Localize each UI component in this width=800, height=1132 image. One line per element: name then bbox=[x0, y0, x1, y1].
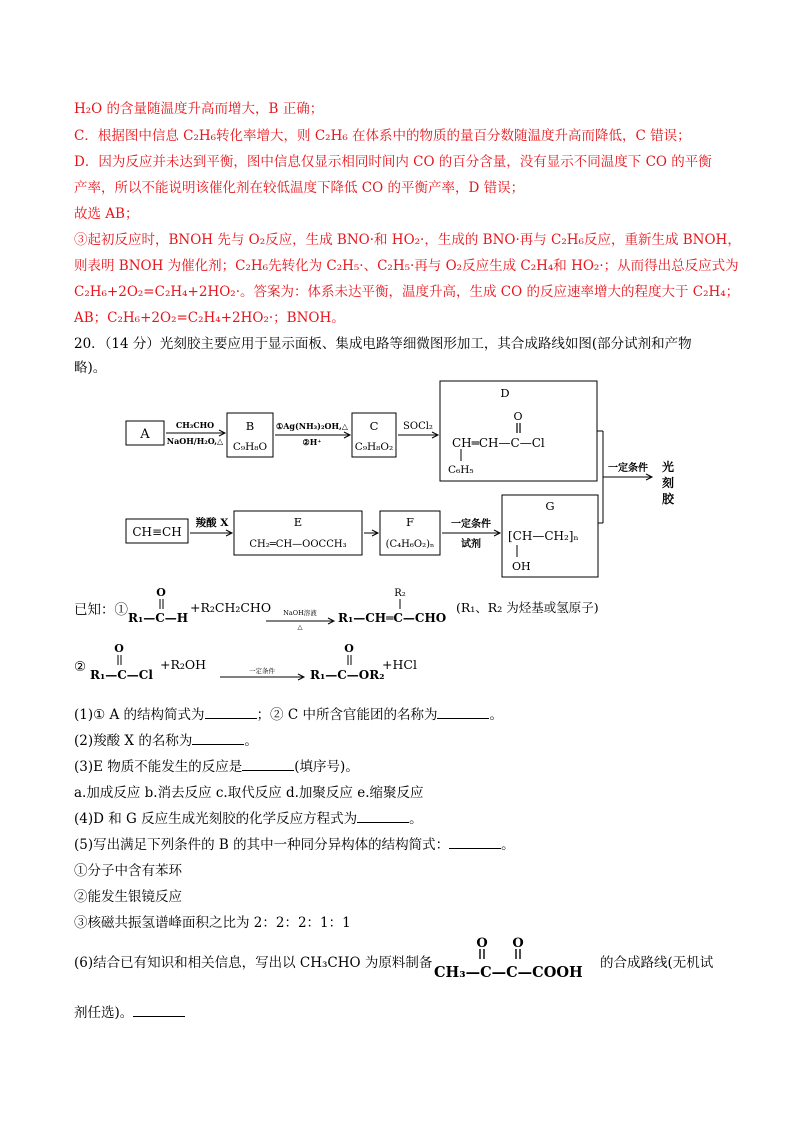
compound-a: A bbox=[140, 427, 150, 442]
target-oxygen: O bbox=[512, 936, 524, 951]
compound-d-oxygen: O bbox=[513, 410, 523, 423]
compound-d-substituent: C₆H₅ bbox=[448, 464, 474, 476]
known-reactions bbox=[0, 585, 800, 695]
compound-e-label: E bbox=[293, 515, 303, 529]
answer-blank[interactable] bbox=[449, 836, 501, 849]
compound-e-formula: CH₂═CH—OOCCH₃ bbox=[249, 539, 347, 550]
known-prefix: 已知：① bbox=[74, 602, 128, 618]
reaction1-condition-bottom: △ bbox=[297, 623, 303, 631]
reaction1-r2: R₂ bbox=[394, 588, 406, 599]
target-oxygen: O bbox=[476, 936, 488, 951]
question-5-condition-2: ②能发生银镜反应 bbox=[74, 889, 182, 905]
question-6-cont: 的合成路线(无机试 bbox=[600, 955, 714, 971]
compound-f-label: F bbox=[406, 515, 414, 529]
reagent-b-c-bottom: ②H⁺ bbox=[302, 437, 322, 447]
reaction2-product: R₁—C—OR₂ bbox=[310, 668, 385, 682]
question-5-condition-1: ①分子中含有苯环 bbox=[74, 863, 182, 879]
reaction1-condition-top: NaOH溶液 bbox=[283, 609, 317, 617]
question-6: (6)结合已有知识和相关信息，写出以 CH₃CHO 为原料制备 bbox=[74, 955, 433, 971]
known-oxygen: O bbox=[344, 642, 354, 655]
reagent-f-g-bottom: 试剂 bbox=[461, 539, 481, 550]
known-oxygen: O bbox=[156, 586, 166, 599]
reaction2-condition: 一定条件 bbox=[249, 667, 275, 675]
answer-blank[interactable] bbox=[242, 758, 294, 771]
answer-line: C₂H₆+2O₂=C₂H₄+2HO₂·。答案为：体系未达平衡，温度升高，生成 CO 的反应速率增大的程度大于 C₂H₄； bbox=[74, 284, 740, 300]
reaction1-product: R₁—CH═C—CHO bbox=[338, 611, 447, 625]
compound-c-formula: C₉H₈O₂ bbox=[354, 441, 394, 453]
compound-g-label: G bbox=[545, 499, 555, 513]
answer-line: H₂O 的含量随温度升高而增大，B 正确； bbox=[74, 101, 324, 117]
answer-line: D．因为反应并未达到平衡，图中信息仅显示相同时间内 CO 的百分含量，没有显示不同温度下 CO 的平衡 bbox=[74, 154, 712, 170]
compound-g-structure: [CH—CH₂]ₙ bbox=[508, 529, 579, 543]
reagent-a-b-top: CH₃CHO bbox=[175, 420, 215, 430]
answer-line: C．根据图中信息 C₂H₆转化率增大，则 C₂H₆ 在体系中的物质的量百分数随温度升高而降低，C 错误； bbox=[74, 128, 691, 144]
answer-blank[interactable] bbox=[192, 732, 244, 745]
target-molecule-structure bbox=[432, 935, 602, 987]
reagent-carboxylic-acid-x: 羧酸 X bbox=[195, 517, 229, 529]
question-title-cont: 略)。 bbox=[74, 360, 107, 376]
answer-blank[interactable] bbox=[437, 706, 489, 719]
question-6-end: 剂任选)。 bbox=[74, 1001, 185, 1021]
answer-line: 则表明 BNOH 为催化剂；C₂H₆先转化为 C₂H₅·、C₂H₅·再与 O₂反应生成 C₂H₄和 HO₂·；从而得出总反应式为 bbox=[74, 258, 739, 274]
answer-blank[interactable] bbox=[205, 706, 257, 719]
question-5: (5)写出满足下列条件的 B 的其中一种同分异构体的结构简式： 。 bbox=[74, 837, 515, 853]
compound-d-label: D bbox=[500, 386, 510, 400]
answer-line: ③起初反应时，BNOH 先与 O₂反应，生成 BNO·和 HO₂·，生成的 BNO·再与 C₂H₆反应，重新生成 BNOH， bbox=[74, 232, 741, 248]
compound-c-label: C bbox=[369, 419, 379, 433]
reagent-final: 一定条件 bbox=[608, 463, 648, 474]
reagent-c-d: SOCl₂ bbox=[403, 421, 433, 432]
reaction2-byproduct: +HCl bbox=[382, 657, 417, 672]
reaction2-number: ② bbox=[74, 659, 87, 675]
reaction1-reactant: R₁—C—H bbox=[128, 611, 189, 625]
product-char-3: 胶 bbox=[661, 492, 675, 506]
reaction2-reagent: +R₂OH bbox=[160, 657, 207, 672]
answer-line: 故选 AB； bbox=[74, 206, 139, 222]
compound-acetylene: CH≡CH bbox=[132, 525, 182, 539]
question-3-options: a.加成反应 b.消去反应 c.取代反应 d.加聚反应 e.缩聚反应 bbox=[74, 785, 424, 801]
compound-g-hydroxyl: OH bbox=[512, 560, 531, 573]
synthesis-route-diagram bbox=[0, 375, 800, 585]
question-4: (4)D 和 G 反应生成光刻胶的化学反应方程式为 。 bbox=[74, 811, 423, 827]
answer-line: AB；C₂H₆+2O₂=C₂H₄+2HO₂·；BNOH。 bbox=[74, 310, 345, 326]
compound-b-label: B bbox=[245, 419, 255, 433]
answer-blank[interactable] bbox=[357, 810, 409, 823]
question-1: (1)① A 的结构简式为 ；② C 中所含官能团的名称为 。 bbox=[74, 707, 503, 723]
compound-d-structure: CH═CH—C—Cl bbox=[452, 436, 545, 450]
question-5-condition-3: ③核磁共振氢谱峰面积之比为 2：2：2：1：1 bbox=[74, 915, 351, 931]
compound-b-formula: C₉H₈O bbox=[232, 441, 268, 453]
answer-blank[interactable] bbox=[133, 1004, 185, 1017]
question-title: 20．（14 分）光刻胶主要应用于显示面板、集成电路等细微图形加工，其合成路线如图(部分试剂和产物 bbox=[74, 336, 692, 352]
compound-f-formula: (C₄H₆O₂)ₙ bbox=[385, 539, 435, 550]
question-3: (3)E 物质不能发生的反应是 (填序号)。 bbox=[74, 759, 359, 775]
reagent-a-b-bottom: NaOH/H₂O,△ bbox=[166, 436, 224, 446]
known-oxygen: O bbox=[114, 642, 124, 655]
answer-line: 产率，所以不能说明该催化剂在较低温度下降低 CO 的平衡产率，D 错误； bbox=[74, 180, 525, 196]
product-char-1: 光 bbox=[661, 460, 675, 474]
question-2: (2)羧酸 X 的名称为 。 bbox=[74, 733, 258, 749]
reagent-f-g-top: 一定条件 bbox=[451, 519, 491, 530]
reagent-b-c-top: ①Ag(NH₃)₂OH,△ bbox=[276, 421, 348, 431]
reaction2-reactant: R₁—C—Cl bbox=[90, 668, 153, 682]
reaction1-note: (R₁、R₂ 为烃基或氢原子) bbox=[456, 600, 599, 615]
product-char-2: 刻 bbox=[661, 476, 675, 490]
target-molecule: CH₃—C—C—COOH bbox=[434, 964, 583, 981]
reaction1-reagent: +R₂CH₂CHO bbox=[190, 600, 272, 615]
